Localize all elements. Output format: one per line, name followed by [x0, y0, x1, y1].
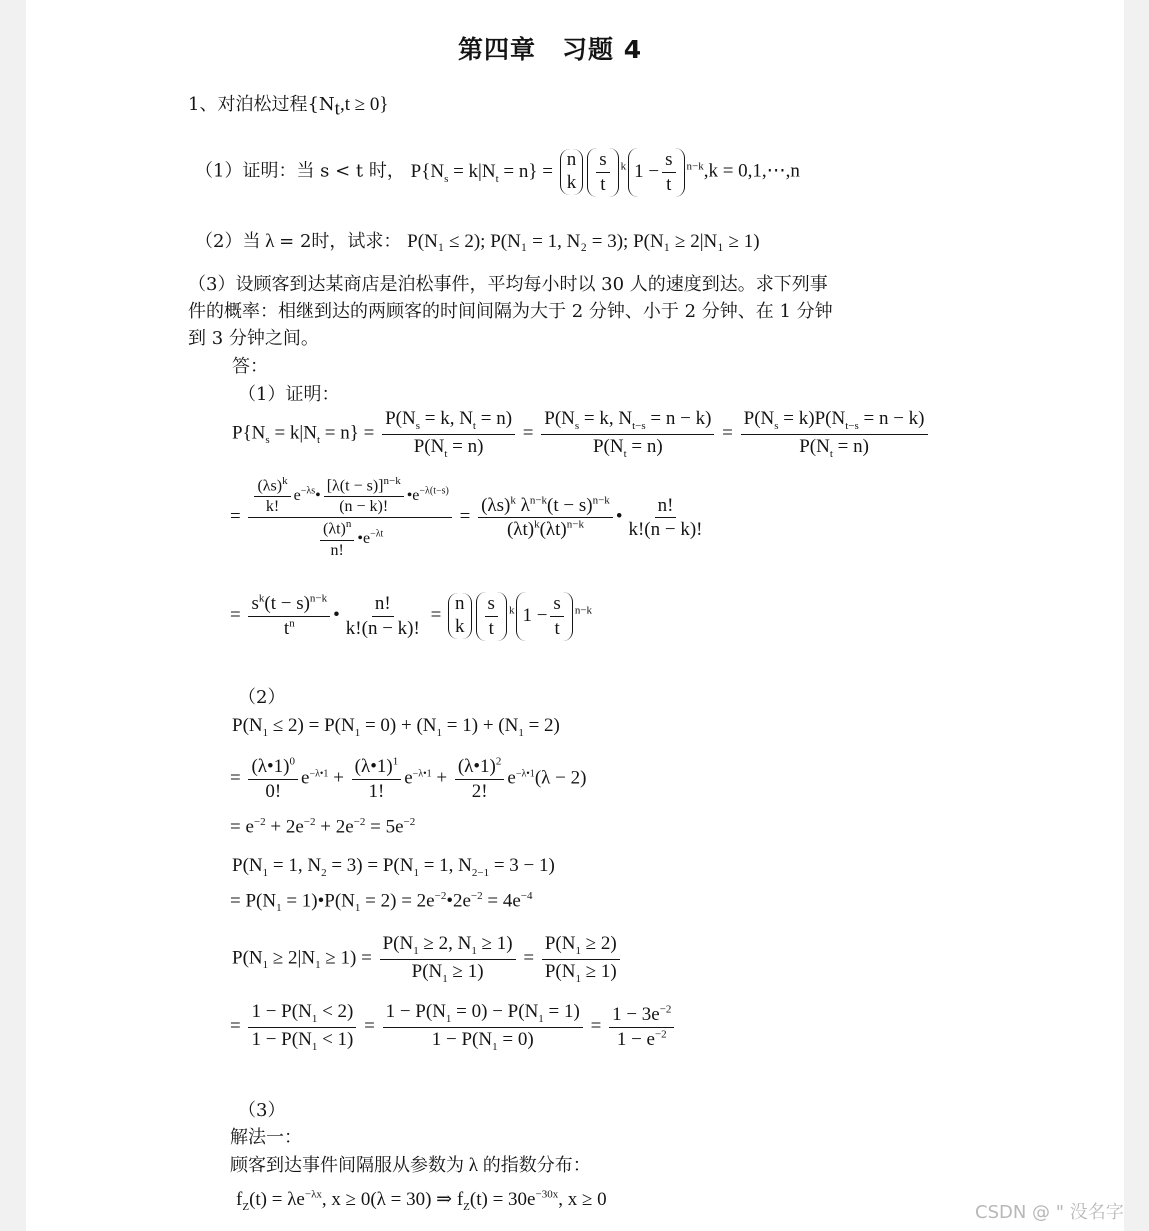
part2-line-1: $P(N_1 \le 2) = P(N_1 = 0) + (N_1 = 1) + (N_1 = 2)$ [232, 715, 560, 739]
proof-line-1: $P\{N_s = k|N_t = n\}$ = $\frac{P(N_s = k, N_t = n)}{P(N_t = n)}$ = $\frac{P(N_s = k, N_{t-s} = n - k)}{P(N_t = n)}$ = $\frac{P(N_s = k)P(N_{t-s} = n - k)}{P(N_t = n)}$ [232, 407, 931, 461]
method-one-label: 解法一： [230, 1127, 302, 1148]
part2-line-5: = $P(N_1$ = $1)•P(N_1 = 2)$ = $2e^{-2}•2e^{-2} = 4e^{-4}$ [230, 890, 533, 915]
problem-part3-line1: （3）设顾客到达某商店是泊松事件，平均每小时以 30 人的速度到达。求下列事 [188, 274, 828, 295]
part2-line-7: = $\frac{1 - P(N_1 < 2)}{1 - P(N_1 < 1)}$ = $\frac{1 - P(N_1 = 0) - P(N_1 = 1)}{1 - P(N_1 = 0)}$ = $\frac{1 - 3e^{-2}}{1 - e^{-2}}$ [230, 1000, 677, 1054]
method-one-formula: $f_Z(t) = \lambda e^{-\lambda x}$, x ≥ 0(λ = 30) ⇒ $f_Z(t) = 30e^{-30x}$, x ≥ 0 [236, 1188, 607, 1213]
problem-part3-line2: 件的概率：相继到达的两顾客的时间间隔为大于 2 分钟、小于 2 分钟、在 1 分钟 [188, 301, 833, 322]
answer-part3-label: （3） [238, 1100, 286, 1121]
part2-line-2: = $\frac{(\lambda•1)^0}{0!}$ $e^{-\lambda•1}$ + $\frac{(\lambda•1)^1}{1!}$ $e^{-\lambda•1}$ + $\frac{(\lambda•1)^2}{2!}$ $e^{-\lambda•1}(\lambda - 2)$ [230, 755, 587, 802]
answer-part2-label: （2） [238, 687, 286, 708]
problem-part2: （2）当 λ = 2时，试求： P(N₁ ≤ 2); P(N₁ = 1, N₂ = 3); P(N₁ ≥ 2|N₁ ≥ 1) [195, 231, 760, 252]
proof-line-2: = $\frac{(\lambda s)^k}{k!}$ $e^{-\lambda s}•$ $\frac{[\lambda(t - s)]^{n-k}}{(n - k)!}$ $•e^{-\lambda(t-s)}$ $\frac{(\lambda t)^n}{n!}$ $•e^{-\lambda t}$ = $\frac{(\lambda s)^k \lambda^{n-k}(t - s)^{n-k}}{(\lambda t)^k(\lambda t)^{n-k}}$ • $\frac{n!}{k!(n - k)!}$ [230, 475, 703, 559]
problem-part3-line3: 到 3 分钟之间。 [188, 328, 319, 349]
part2-line-4: $P(N_1 = 1$, $N_2 = 3) = P(N_1 = 1$, $N_{2-1} = 3 - 1$) [232, 855, 555, 879]
part2-line-6: $P(N_1 \ge 2|N_1 \ge 1)$ = $\frac{P(N_1 \ge 2, N_1 \ge 1)}{P(N_1 \ge 1)}$ = $\frac{P(N_1 \ge 2)}{P(N_1 \ge 1)}$ [232, 932, 623, 986]
proof-line-3: = $\frac{s^k(t - s)^{n-k}}{t^n}$ • $\frac{n!}{k!(n - k)!}$ = n k s t $^k$ 1 − s t $^{n-k}$ [230, 592, 593, 639]
method-one-text: 顾客到达事件间隔服从参数为 λ 的指数分布： [230, 1155, 591, 1176]
problem-part1: （1）证明：当 s < t 时， $P\{N_s = k|N_t = n\}$ = n k s t $^k$ 1 − s t $^{n-k}$,k = 0,1,⋯,n [195, 149, 800, 195]
part2-line-3: = $e^{-2} + 2e^{-2} + 2e^{-2} = 5e^{-2}$ [230, 816, 416, 838]
answer-label: 答： [232, 356, 268, 377]
chapter-title: 第四章 习题 4 [458, 35, 643, 64]
answer-part1-label: （1）证明： [238, 384, 340, 405]
problem-intro: 1、对泊松过程$\{N_t,t \ge 0\}$ [188, 94, 389, 120]
csdn-watermark: CSDN @ " 没名字 [975, 1202, 1124, 1223]
